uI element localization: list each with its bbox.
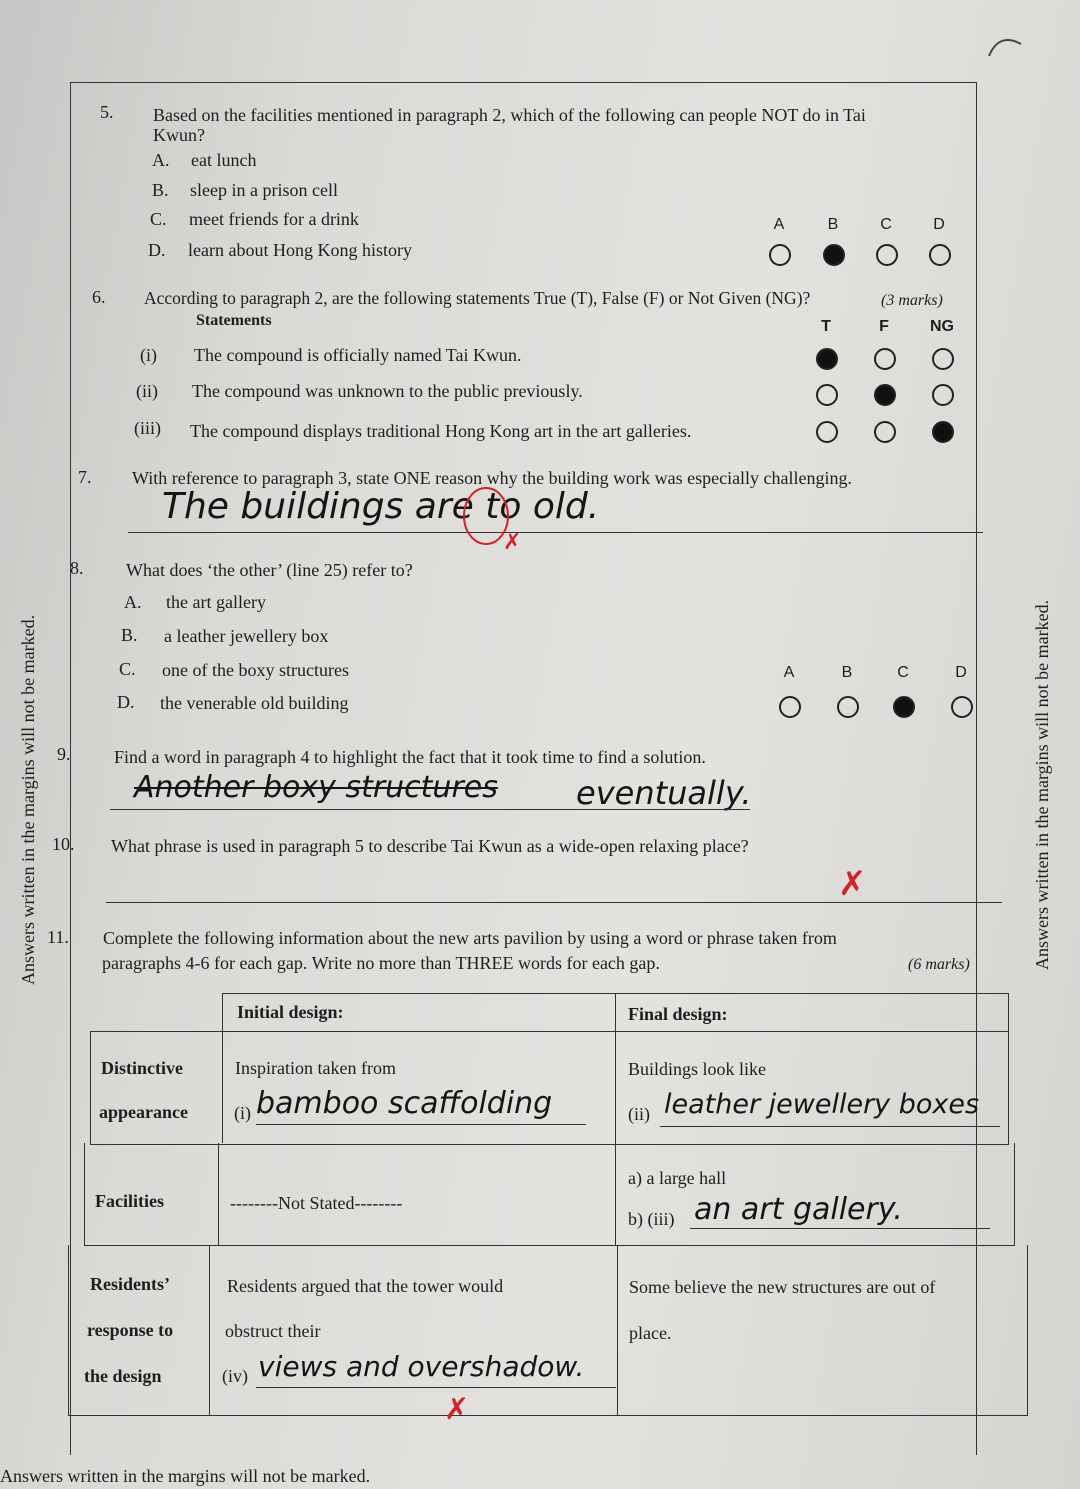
q8-label-c: C [897,664,909,681]
row2-final-answer: an art gallery. [694,1192,903,1227]
q5-option-a-letter: A. [152,150,170,170]
q8-option-b: a leather jewellery box [164,626,329,646]
q6-statement-1-num: (i) [140,345,157,365]
q5-number: 5. [100,102,114,122]
q6-s3-bubble-t[interactable] [816,421,838,443]
q5-option-c-letter: C. [150,209,167,229]
q9-text: Find a word in paragraph 4 to highlight the fact that it took time to find a solution. [114,747,706,767]
q5-text: Based on the facilities mentioned in paragraph 2, which of the following can people NOT do in Tai [153,105,866,125]
q8-option-c: one of the boxy structures [162,660,349,680]
q8-text: What does ‘the other’ (line 25) refer to? [126,560,413,580]
corner-mark [985,30,1025,60]
q8-option-a-letter: A. [124,592,142,612]
q5-option-b: sleep in a prison cell [190,180,338,200]
q6-number: 6. [92,287,106,307]
row1-final-answer: leather jewellery boxes [664,1089,980,1120]
row3-wrong-mark: ✗ [444,1392,470,1427]
q6-s3-bubble-ng[interactable] [932,421,954,443]
row3-final-line1: Some believe the new structures are out of [629,1277,936,1297]
q6-statement-3: The compound displays traditional Hong Kong art in the art galleries. [190,421,692,441]
q6-s2-bubble-ng[interactable] [932,384,954,406]
row2-divider-1 [218,1143,219,1245]
q8-label-b: B [841,664,853,681]
q5-text-cont: Kwun? [153,125,205,145]
q5-bubble-d[interactable] [929,244,951,266]
q6-statement-3-num: (iii) [134,418,161,438]
row2-final-gap: b) (iii) [628,1209,675,1229]
q9-answer-line [110,809,750,810]
row1-initial-gap: (i) [234,1103,251,1123]
q11-number: 11. [47,927,69,947]
q6-marks: (3 marks) [881,292,943,309]
table-header-final: Final design: [628,1004,728,1024]
q8-option-d: the venerable old building [160,693,349,713]
row3-label-line3: the design [84,1366,162,1386]
q6-s3-bubble-f[interactable] [874,421,896,443]
row3-initial-gap: (iv) [222,1366,248,1386]
q5-option-c: meet friends for a drink [189,209,359,229]
q5-label-b: B [827,216,839,233]
q6-statement-2: The compound was unknown to the public previously. [192,381,583,401]
row1-final-line [660,1126,1000,1127]
q11-marks: (6 marks) [908,956,970,973]
row1-divider-1 [222,1031,223,1143]
row3-final-line2: place. [629,1323,672,1343]
bottom-margin-notice: Answers written in the margins will not be marked. [0,1466,371,1486]
q5-label-a: A [773,216,785,233]
table-header-divider [615,993,616,1031]
q9-answer: eventually. [576,774,752,812]
q5-bubble-a[interactable] [769,244,791,266]
q5-label-d: D [933,216,945,233]
q6-text: According to paragraph 2, are the following statements True (T), False (F) or Not Given (NG)? [144,288,811,308]
row3-label-line1: Residents’ [90,1274,170,1294]
right-margin-notice: Answers written in the margins will not be marked. [1032,599,1052,970]
q10-number: 10. [52,834,75,854]
q7-answer-line [128,532,983,533]
q5-option-d: learn about Hong Kong history [188,240,412,260]
row3-divider-2 [617,1245,618,1415]
row2-initial: --------Not Stated-------- [230,1193,403,1213]
q8-number: 8. [70,558,84,578]
row1-final-gap: (ii) [628,1104,650,1124]
left-margin-notice: Answers written in the margins will not be marked. [18,614,38,985]
q11-text-cont: paragraphs 4-6 for each gap. Write no more than THREE words for each gap. [102,953,660,973]
row1-initial-line1: Inspiration taken from [235,1058,396,1078]
q8-bubble-b[interactable] [837,696,859,718]
q6-col-ng: NG [930,318,954,335]
row2-divider-2 [615,1143,616,1245]
q6-statement-2-num: (ii) [136,381,158,401]
q8-option-a: the art gallery [166,592,266,612]
row3-initial-line2: obstruct their [225,1321,321,1341]
q6-s1-bubble-t[interactable] [816,348,838,370]
q8-option-c-letter: C. [119,659,136,679]
q5-option-b-letter: B. [152,180,169,200]
q6-s1-bubble-ng[interactable] [932,348,954,370]
q7-number: 7. [78,467,92,487]
row1-final-line1: Buildings look like [628,1059,767,1079]
q8-bubble-a[interactable] [779,696,801,718]
row1-label-line2: appearance [99,1102,188,1122]
row1-initial-answer: bamboo scaffolding [256,1086,553,1121]
q10-text: What phrase is used in paragraph 5 to describe Tai Kwun as a wide-open relaxing place? [111,836,749,856]
row2-final-line1: a) a large hall [628,1168,727,1188]
row3-initial-answer: views and overshadow. [258,1350,585,1383]
q8-bubble-d[interactable] [951,696,973,718]
q11-text: Complete the following information about the new arts pavilion by using a word or phrase taken from [103,928,837,948]
q6-statement-1: The compound is officially named Tai Kwun. [194,345,522,365]
q7-text: With reference to paragraph 3, state ONE reason why the building work was especially challenging. [132,468,853,488]
row3-initial-line [256,1387,616,1388]
q8-bubble-c[interactable] [893,696,915,718]
q5-option-d-letter: D. [148,240,166,260]
row2-label: Facilities [95,1191,164,1211]
row3-divider-1 [209,1245,210,1415]
q5-bubble-c[interactable] [876,244,898,266]
q5-label-c: C [880,216,892,233]
table-row-residents [68,1245,1028,1416]
q8-label-d: D [955,664,967,681]
q6-s2-bubble-f[interactable] [874,384,896,406]
q5-option-a: eat lunch [191,150,257,170]
q8-label-a: A [783,664,795,681]
q6-statements-header: Statements [196,312,272,329]
q10-wrong-mark: ✗ [838,864,867,904]
row1-divider-2 [615,1031,616,1143]
row3-initial-line1: Residents argued that the tower would [227,1276,504,1296]
q5-bubble-b[interactable] [823,244,845,266]
row1-label-line1: Distinctive [101,1058,183,1078]
q6-col-f: F [879,318,889,335]
q6-col-t: T [821,318,831,335]
q6-s1-bubble-f[interactable] [874,348,896,370]
q7-answer: The buildings are to old. [162,486,600,527]
q10-answer-line [106,902,1002,903]
q9-struck-answer: Another boxy structures [134,770,498,805]
row2-final-line [690,1228,990,1229]
q7-wrong-mark: ✗ [503,530,522,555]
row3-label-line2: response to [87,1320,174,1340]
q6-s2-bubble-t[interactable] [816,384,838,406]
row1-initial-line [256,1124,586,1125]
table-header-initial: Initial design: [237,1002,344,1022]
q9-number: 9. [57,744,71,764]
q8-option-b-letter: B. [121,625,138,645]
q8-option-d-letter: D. [117,692,135,712]
